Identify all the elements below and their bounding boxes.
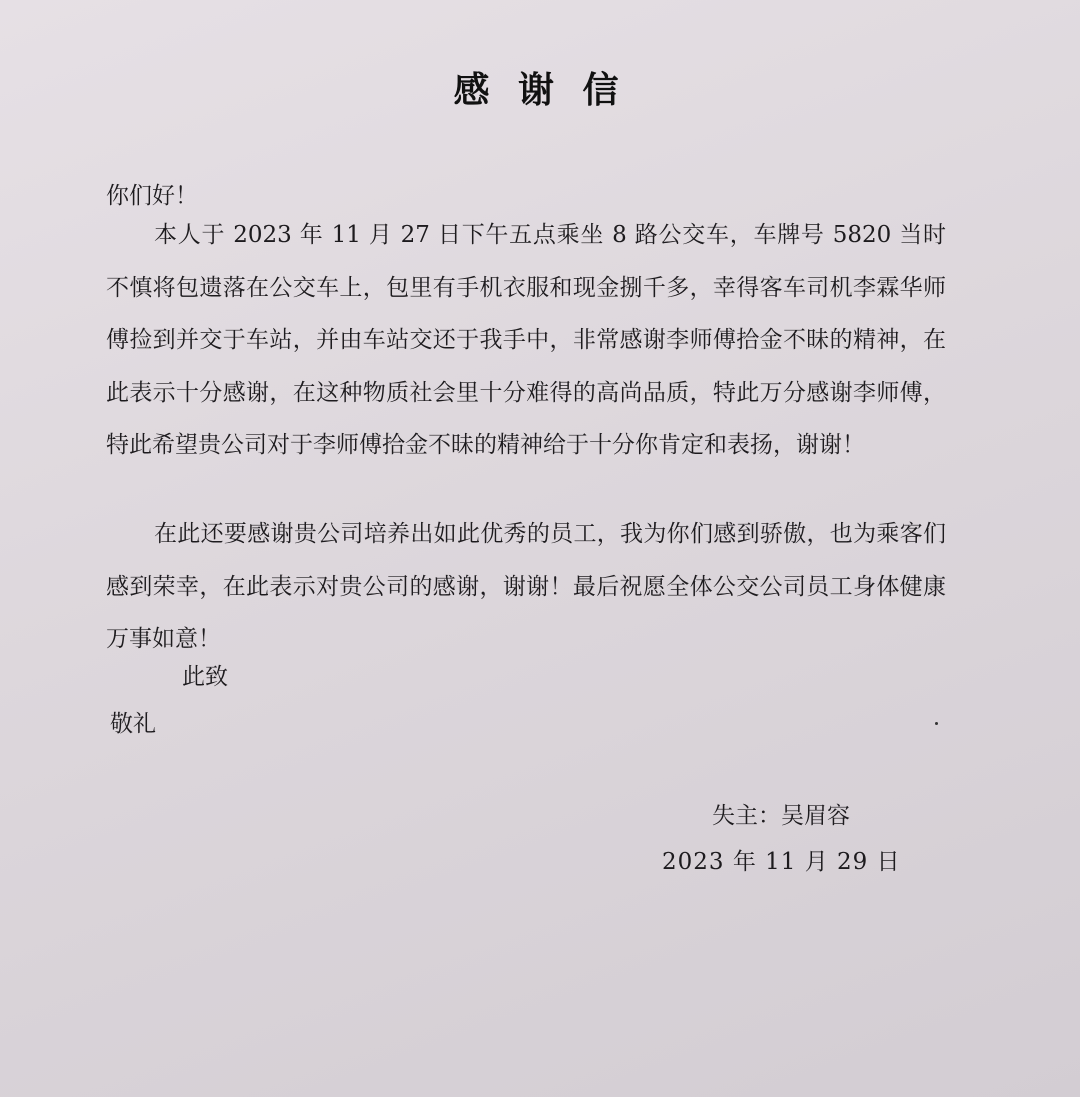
letter-title: 感 谢 信 — [453, 70, 627, 111]
letter-date: 2023 年 11 月 29 日 — [662, 849, 901, 875]
salutation: 你们好！ — [106, 183, 198, 209]
closing-line-2: 敬礼 — [110, 711, 156, 737]
paragraph-1: 本人于 2023 年 11 月 27 日下午五点乘坐 8 路公交车，车牌号 5820 当时不慎将包遗落在公交车上，包里有手机衣服和现金捌千多，幸得客车司机李霖华师傅捡到并交于车站，并由车站交还于我手中，非常感谢李师傅拾金不昧的精神，在此表示十分感谢，在这种物质社会里十分难得的高尚品质，特此万分感谢李师傅，特此希望贵公司对于李师傅拾金不昧的精神给于十分你肯定和表扬，谢谢！ — [106, 222, 946, 459]
signer-name: 失主：吴眉容 — [712, 803, 850, 829]
paragraph-2: 在此还要感谢贵公司培养出如此优秀的员工，我为你们感到骄傲，也为乘客们感到荣幸，在此表示对贵公司的感谢，谢谢！最后祝愿全体公交公司员工身体健康万事如意！ — [106, 521, 946, 653]
closing-line-1: 此致 — [182, 664, 228, 690]
ink-dot — [935, 722, 938, 725]
